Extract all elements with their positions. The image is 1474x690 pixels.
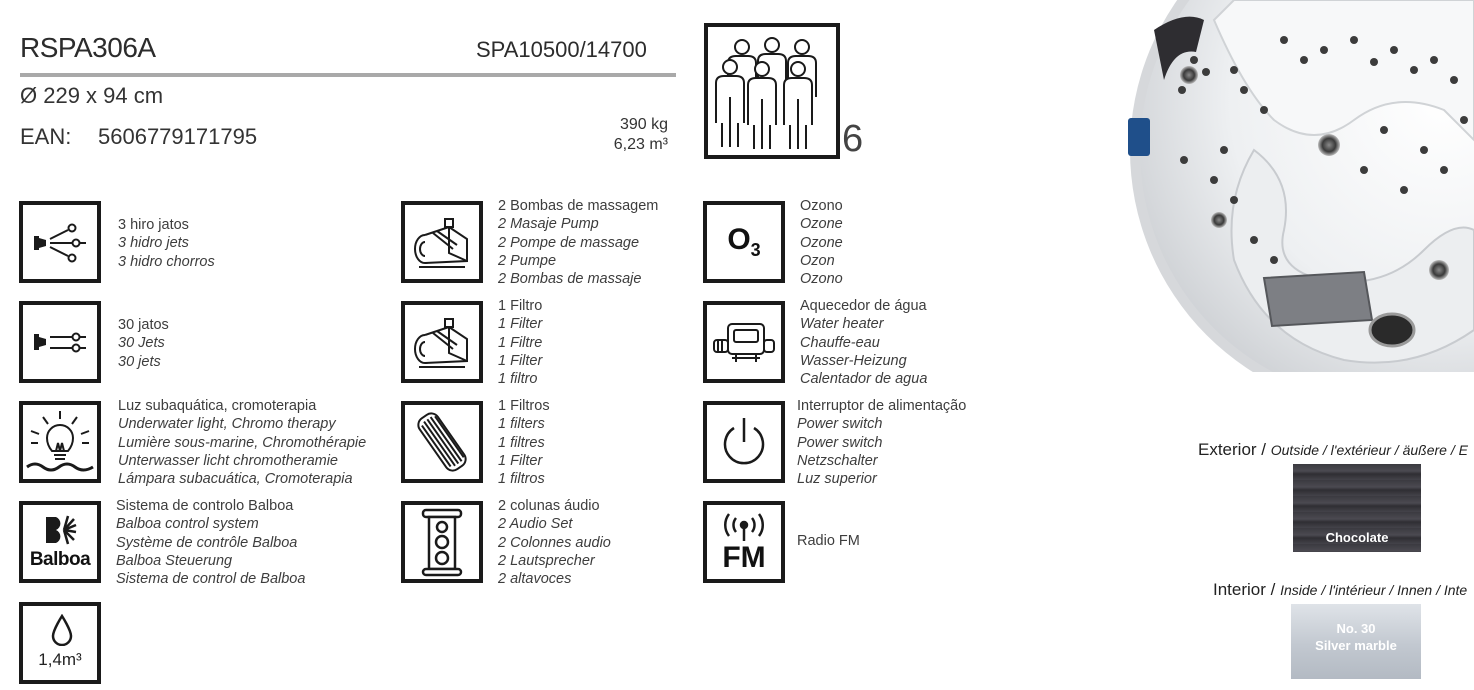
filter-pump-text: 1 Filtro 1 Filter 1 Filtre 1 Filter 1 filtro [498, 298, 543, 388]
jets-text: 30 jatos 30 Jets 30 jets [118, 317, 169, 370]
persons-icon [704, 23, 840, 159]
audio-speaker-icon [401, 501, 483, 583]
hydro-jets-icon [19, 201, 101, 283]
product-dimensions: Ø 229 x 94 cm [20, 83, 164, 108]
balboa-logo-icon [42, 513, 78, 547]
filters-text: 1 Filtros 1 filters 1 filtres 1 Filter 1 filtros [498, 398, 550, 488]
radio-fm-text: Radio FM [797, 533, 860, 549]
ozone-icon: $O_3$ [703, 201, 785, 283]
balboa-control-text: Sistema de controlo Balboa Balboa control system Système de contrôle Balboa Balboa Steuerung Sistema de control de Balboa [116, 498, 306, 588]
interior-swatch-name: Silver marble [1315, 637, 1397, 653]
exterior-swatch-label: Chocolate [1325, 530, 1389, 545]
balboa-control-icon: Balboa [19, 501, 101, 583]
radio-fm-icon: FM [703, 501, 785, 583]
underwater-light-text: Luz subaquática, cromoterapia Underwater light, Chromo therapy Lumière sous-marine, Chromothérapie Unterwasser licht chromotheramie Lámpara subacuática, Cromoterapia [118, 398, 367, 488]
interior-swatch-silver-marble[interactable] [1291, 604, 1421, 679]
exterior-label: Exterior / Outside / l'extérieur / äußere / E [1198, 440, 1468, 459]
massage-pump-text: 2 Bombas de massagem 2 Masaje Pump 2 Pompe de massage 2 Pumpe 2 Bombas de massaje [498, 198, 659, 288]
persons-count: 6 [842, 118, 864, 160]
ean-value: 5606779171795 [98, 124, 258, 149]
water-volume-icon [19, 602, 101, 684]
water-volume-value: 1,4m³ [38, 650, 82, 669]
interior-swatch-number: No. 30 [1336, 620, 1376, 636]
filter-pump-icon [401, 301, 483, 383]
product-weight: 390 kg [619, 116, 668, 133]
antenna-icon [716, 511, 772, 541]
product-volume: 6,23 m³ [613, 136, 668, 153]
product-model: RSPA306A [20, 32, 156, 63]
jets-icon [19, 301, 101, 383]
ozone-text: Ozono Ozone Ozone Ozon Ozono [800, 198, 843, 288]
audio-text: 2 colunas áudio 2 Audio Set 2 Colonnes audio 2 Lautsprecher 2 altavoces [498, 498, 611, 588]
power-switch-text: Interruptor de alimentação Power switch Power switch Netzschalter Luz superior [797, 398, 967, 488]
underwater-light-icon [19, 401, 101, 483]
interior-label: Interior / Inside / l'intérieur / Innen / Inte [1213, 580, 1468, 599]
water-heater-icon [703, 301, 785, 383]
water-drop-icon [51, 614, 73, 646]
exterior-swatch-chocolate[interactable] [1293, 464, 1421, 552]
spa-product-image [1124, 0, 1474, 372]
water-heater-text: Aquecedor de água Water heater Chauffe-eau Wasser-Heizung Calentador de agua [800, 298, 928, 388]
massage-pump-icon [401, 201, 483, 283]
hydro-jets-text: 3 hiro jatos 3 hidro jets 3 hidro chorros [118, 217, 215, 270]
header-divider [20, 73, 676, 77]
ean-label: EAN: [20, 124, 72, 149]
power-switch-icon [703, 401, 785, 483]
filter-cartridge-icon [401, 401, 483, 483]
product-code: SPA10500/14700 [476, 37, 647, 62]
